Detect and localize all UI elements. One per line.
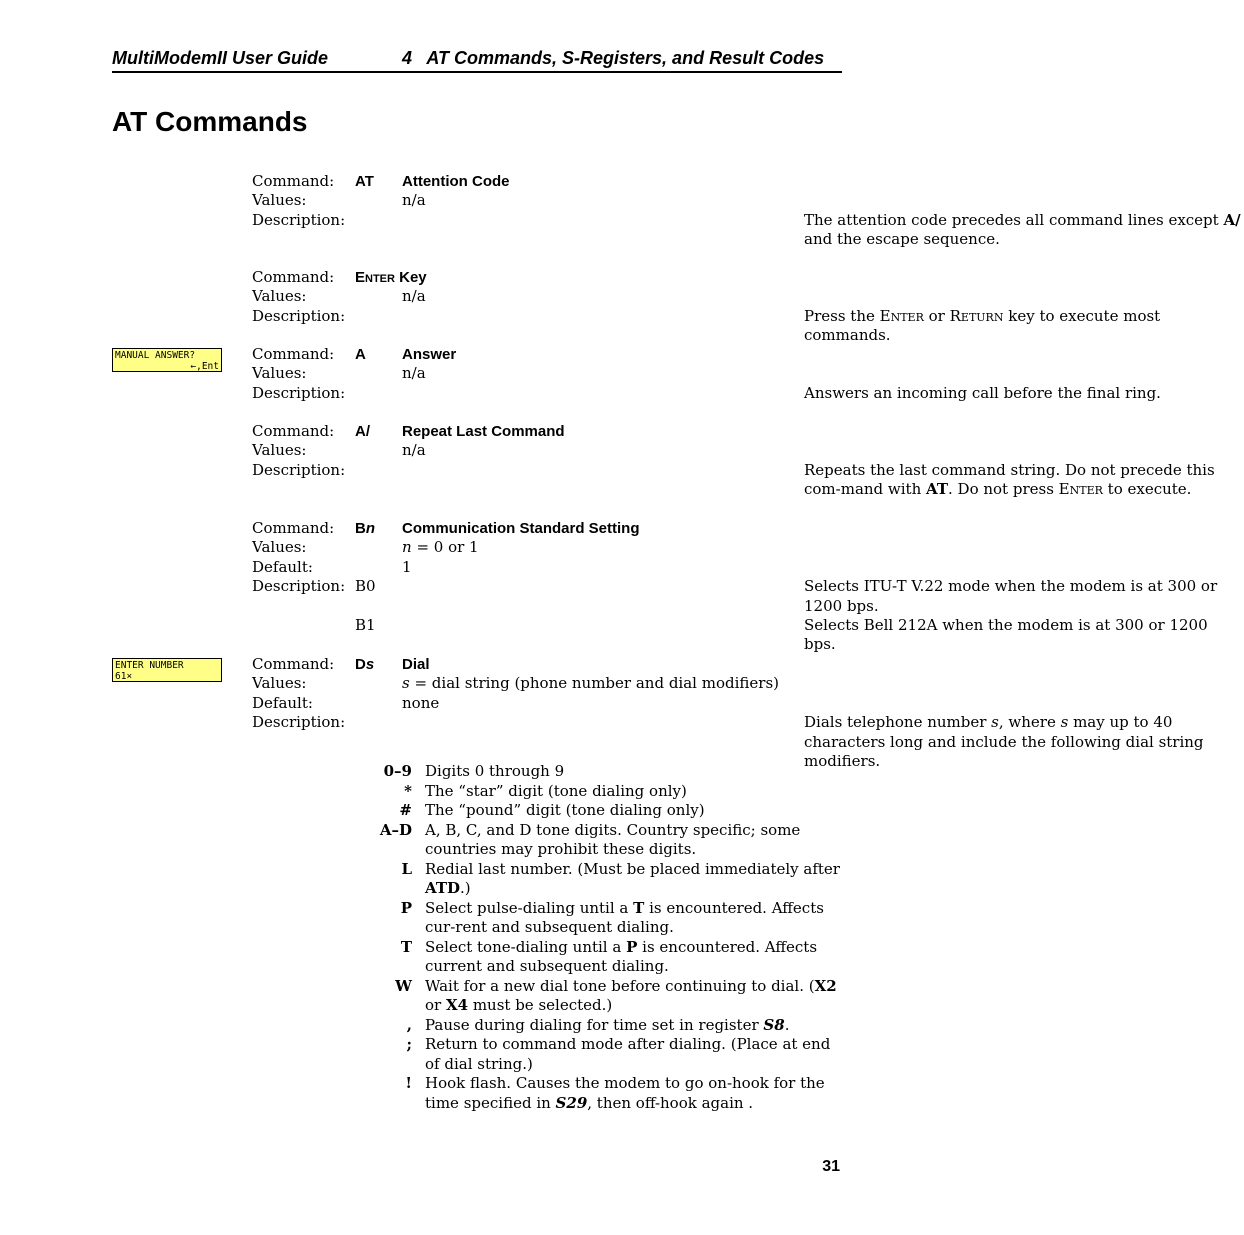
command-default: 1 [402,557,412,576]
command-description: Answers an incoming call before the final ring. [804,383,1161,402]
description-label: Description: [252,383,346,402]
lcd-line-2: 61× [115,671,133,682]
command-values: n/a [402,364,426,383]
list-item [0,977,954,1016]
command-label: Command: [252,519,335,537]
command-code: Bn [355,520,376,537]
command-name: Answer [402,346,457,363]
default-label: Default: [252,557,313,576]
modifier-description: Pause during dialing for time set in register S8. [425,1015,790,1034]
command-label: Command: [252,655,335,673]
command-entry-a [0,345,1161,403]
modifier-key: 0–9 [383,762,412,780]
command-name: Attention Code [402,173,510,190]
command-values: s = dial string (phone number and dial modifiers) [402,674,779,693]
modifier-description: Return to command mode after dialing. (Place at end of dial string.) [425,1035,831,1073]
modifier-description: Hook flash. Causes the modem to go on-hook for the time specified in S29, then off-hook again . [425,1074,825,1112]
command-code: Ds [355,656,375,673]
command-entry-ds [0,655,1204,771]
values-label: Values: [252,538,307,557]
modifier-key: # [399,801,412,819]
list-item [0,899,954,938]
page-number: 31 [822,1158,840,1175]
command-description: Repeats the last command string. Do not precede this com-mand with AT. Do not press Enter to execute. [804,460,1215,499]
modifier-key: , [406,1015,412,1034]
values-label: Values: [252,191,307,210]
command-entry-at [0,172,1241,250]
modifier-key: * [404,781,412,800]
list-item [0,860,954,899]
option-key: B0 [355,577,376,596]
description-label: Description: [252,460,346,479]
description-label: Description: [252,306,346,325]
command-description: Press the Enter or Return key to execute most commands. [804,306,1161,345]
list-item [0,782,954,802]
description-label: Description: [252,577,346,596]
header-guide-title: MultiModemII User Guide [112,48,329,68]
command-default: none [402,693,440,712]
modifier-key: A–D [379,820,412,839]
modifier-description: The “pound” digit (tone dialing only) [425,801,705,819]
command-name: Repeat Last Command [402,423,565,440]
list-item [0,762,954,782]
command-code: A [355,346,366,363]
list-item [0,1035,954,1074]
modifier-key: T [400,937,412,956]
modifier-description: A, B, C, and D tone digits. Country specific; some countries may prohibit these digits. [425,820,801,858]
command-label: Command: [252,172,335,190]
header-chapter-title: 4 AT Commands, S-Registers, and Result Codes [402,48,825,68]
values-label: Values: [252,287,307,306]
command-entry-enter-key [0,268,1161,346]
list-item [0,938,954,977]
lcd-line-1: MANUAL ANSWER? [115,350,196,361]
command-description: Dials telephone number s, where s may up to 40 characters long and include the following dial string modifiers. [804,713,1204,770]
command-description: The attention code precedes all command lines except A/ and the escape sequence. [804,210,1241,249]
list-item [0,821,954,860]
modifier-description: Select tone-dialing until a P is encountered. Affects current and subsequent dialing. [425,937,818,975]
command-values: n/a [402,287,426,306]
command-label: Command: [252,268,335,286]
list-item [0,1074,954,1113]
values-label: Values: [252,441,307,460]
list-item [0,801,954,821]
command-code: AT [355,173,374,190]
modifier-key: W [395,976,412,995]
command-code: A/ [355,423,370,440]
command-label: Command: [252,345,335,363]
modifier-description: Select pulse-dialing until a T is encountered. Affects cur-rent and subsequent dialing. [425,898,824,936]
command-entry-bn [0,519,1218,655]
modifier-key: ! [405,1074,412,1092]
modifier-key: L [401,859,412,878]
command-values: n/a [402,441,426,460]
lcd-line-2: ←,Ent [190,361,219,372]
description-label: Description: [252,713,346,732]
description-label: Description: [252,210,346,229]
modifier-key: ; [406,1035,412,1053]
dial-modifier-list [0,762,954,1113]
option-description: Selects Bell 212A when the modem is at 300 or 1200 bps. [804,615,1208,654]
page-title: AT Commands [112,106,308,137]
command-entry-a-slash [0,422,1215,500]
command-name: Dial [402,656,430,673]
command-name: Communication Standard Setting [402,520,640,537]
modifier-description: Redial last number. (Must be placed immediately after ATD.) [425,859,840,897]
default-label: Default: [252,693,313,712]
command-label: Command: [252,422,335,440]
values-label: Values: [252,364,307,383]
modifier-description: Wait for a new dial tone before continuing to dial. (X2 or X4 must be selected.) [425,976,837,1014]
command-values: n = 0 or 1 [402,538,479,557]
modifier-key: P [400,898,412,917]
modifier-description: The “star” digit (tone dialing only) [425,781,687,800]
lcd-line-1: ENTER NUMBER [115,660,184,671]
modifier-description: Digits 0 through 9 [425,762,565,780]
command-code: Enter Key [355,269,427,286]
values-label: Values: [252,674,307,693]
option-description: Selects ITU-T V.22 mode when the modem is at 300 or 1200 bps. [804,577,1218,615]
option-key: B1 [355,615,376,634]
command-values: n/a [402,191,426,210]
running-header [112,48,842,73]
list-item [0,1016,954,1036]
